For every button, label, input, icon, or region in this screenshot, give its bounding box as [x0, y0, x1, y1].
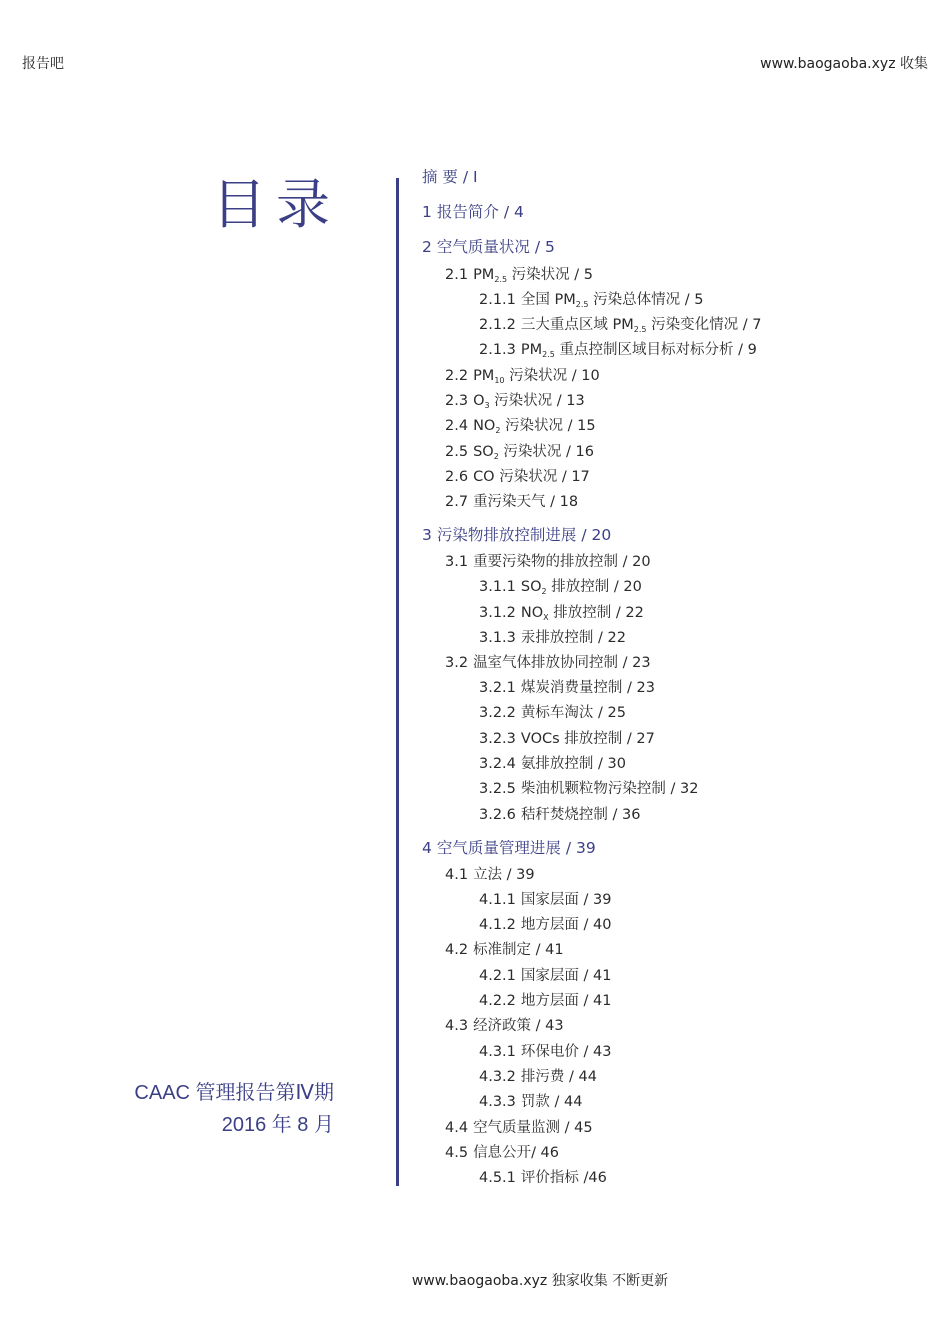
- toc-entry-subscript: 2.5: [494, 275, 508, 284]
- toc-entry-title-suffix: 污染状况: [498, 444, 562, 460]
- toc-entry-subscript: 2.5: [575, 300, 589, 309]
- toc-entry-subscript: 10: [494, 376, 505, 385]
- toc-entry-number: 2.4: [445, 418, 469, 434]
- toc-entry-subscript: 2: [493, 452, 499, 461]
- toc-entry-number: 3.2: [445, 655, 469, 671]
- toc-entry-title: 汞排放控制: [520, 630, 594, 646]
- toc-entry-title: 重污染天气: [473, 494, 546, 510]
- toc-entry-title: 信息公开: [473, 1145, 532, 1161]
- toc-entry-number: 1: [422, 203, 432, 221]
- toc-entry[interactable]: [479, 1090, 582, 1111]
- toc-entry[interactable]: [445, 414, 596, 435]
- toc-entry-page: / 5: [569, 267, 594, 283]
- toc-entry-title: 煤炭消费量控制: [520, 680, 623, 696]
- toc-entry[interactable]: [479, 727, 655, 748]
- toc-entry[interactable]: [479, 989, 611, 1010]
- toc-entry-number: 4.4: [445, 1120, 469, 1136]
- toc-entry-page: / 22: [611, 605, 644, 621]
- toc-entry-number: 2.5: [445, 444, 469, 460]
- toc-entry-subscript: 2: [495, 426, 501, 435]
- toc-entry-page: / 30: [593, 756, 626, 772]
- toc-entry-title: SO: [520, 579, 542, 595]
- toc-entry-page: / 16: [561, 444, 594, 460]
- toc-entry-number: 3.2.2: [479, 705, 516, 721]
- toc-entry-number: 3.2.5: [479, 781, 516, 797]
- toc-entry-title: 空气质量状况: [436, 238, 530, 256]
- toc-entry[interactable]: [479, 752, 626, 773]
- toc-entry-subscript: 2: [541, 587, 547, 596]
- vertical-divider: [396, 178, 399, 1186]
- toc-entry-title-suffix: 污染状况: [504, 368, 568, 384]
- toc-entry-number: 2.1.3: [479, 342, 516, 358]
- toc-entry-page: / 23: [622, 680, 655, 696]
- toc-entry-title: PM: [520, 342, 543, 358]
- toc-entry-number: 3.2.6: [479, 807, 516, 823]
- toc-entry-number: 2.3: [445, 393, 469, 409]
- toc-entry-title: 地方层面: [520, 917, 579, 933]
- toc-entry[interactable]: [445, 1141, 559, 1162]
- toc-entry[interactable]: [445, 550, 651, 571]
- toc-entry-page: / 32: [665, 781, 699, 797]
- toc-entry-title: CO 污染状况: [473, 469, 558, 485]
- toc-entry[interactable]: [422, 523, 611, 545]
- toc-entry[interactable]: [479, 575, 642, 596]
- toc-entry-title: 空气质量监测: [473, 1120, 561, 1136]
- toc-entry[interactable]: [445, 938, 564, 959]
- toc-entry[interactable]: [479, 601, 644, 622]
- toc-entry-number: 4.3.2: [479, 1069, 516, 1085]
- toc-entry-title: 柴油机颗粒物污染控制: [520, 781, 666, 797]
- footer-text: www.baogaoba.xyz 独家收集 不断更新: [411, 1273, 669, 1289]
- toc-entry-title: 评价指标: [520, 1170, 579, 1186]
- toc-entry-title: NO: [473, 418, 496, 434]
- toc-entry-page: / 44: [549, 1094, 583, 1110]
- toc-entry[interactable]: [479, 803, 640, 824]
- toc-entry-page: / 44: [564, 1069, 597, 1085]
- toc-entry-number: 2.7: [445, 494, 469, 510]
- footer: [0, 1270, 950, 1290]
- toc-entry-page: / 41: [578, 968, 612, 984]
- toc-entry-number: 2.1: [445, 267, 469, 283]
- toc-entry[interactable]: [479, 1166, 607, 1187]
- header-site-name: 报告吧: [22, 56, 64, 72]
- toc-entry[interactable]: [445, 863, 535, 884]
- toc-entry-number: 4.1: [445, 867, 469, 883]
- toc-entry[interactable]: [422, 235, 555, 257]
- toc-entry[interactable]: [445, 389, 585, 410]
- toc-entry-page: / 25: [593, 705, 626, 721]
- toc-entry-page: / 39: [578, 892, 612, 908]
- toc-entry-title-suffix: 污染状况: [489, 393, 553, 409]
- toc-entry-number: 3.2.1: [479, 680, 516, 696]
- toc-entry[interactable]: [445, 440, 594, 461]
- toc-entry[interactable]: [479, 701, 626, 722]
- toc-entry-subscript: 2.5: [542, 350, 555, 359]
- toc-entry-title: 排污费: [520, 1069, 565, 1085]
- toc-entry[interactable]: [422, 165, 478, 187]
- toc-entry-title: O: [473, 393, 485, 409]
- toc-entry-title-suffix: 污染状况: [507, 267, 570, 283]
- toc-entry-number: 4.3.3: [479, 1094, 516, 1110]
- toc-entry[interactable]: [445, 1116, 593, 1137]
- toc-entry-title: 黄标车淘汰: [520, 705, 594, 721]
- toc-entry-title-suffix: 排放控制: [548, 605, 612, 621]
- toc-entry-number: 4.1.2: [479, 917, 516, 933]
- toc-entry-title: NO: [520, 605, 544, 621]
- toc-entry-page: / 9: [733, 342, 757, 358]
- toc-entry-page: / 39: [502, 867, 535, 883]
- toc-entry-page: / 43: [531, 1018, 564, 1034]
- toc-entry[interactable]: [479, 888, 611, 909]
- toc-entry-page: / 41: [578, 993, 612, 1009]
- toc-entry-title: PM: [473, 267, 495, 283]
- report-info: [134, 1077, 334, 1141]
- toc-entry-page: / 41: [531, 942, 564, 958]
- toc-entry-title: 报告简介: [436, 203, 499, 221]
- toc-entry-title-suffix: 排放控制: [546, 579, 610, 595]
- toc-entry[interactable]: [479, 913, 611, 934]
- toc-entry-number: 2.6: [445, 469, 469, 485]
- toc-entry-number: 4.1.1: [479, 892, 516, 908]
- toc-entry[interactable]: [479, 313, 761, 334]
- toc-entry-number: 2.1.1: [479, 292, 516, 308]
- toc-entry-title: VOCs 排放控制: [520, 731, 623, 747]
- toc-entry[interactable]: [422, 200, 524, 222]
- toc-entry-title: 罚款: [520, 1094, 550, 1110]
- toc-entry-title: PM: [473, 368, 495, 384]
- page-title: 目录: [212, 173, 340, 236]
- toc-entry-subscript: 2.5: [633, 325, 647, 334]
- toc-entry-title: 环保电价: [520, 1044, 579, 1060]
- toc-entry-subscript: X: [543, 613, 549, 622]
- toc-entry-page: / 15: [563, 418, 596, 434]
- toc-entry[interactable]: [479, 964, 611, 985]
- toc-entry-title-suffix: 污染总体情况: [588, 292, 681, 308]
- toc-entry[interactable]: [479, 1040, 611, 1061]
- toc-entry[interactable]: [445, 263, 593, 284]
- toc-entry-number: 3.1.2: [479, 605, 516, 621]
- toc-entry-title-suffix: 污染状况: [500, 418, 564, 434]
- toc-entry-page: / 4: [498, 203, 524, 221]
- toc-entry[interactable]: [479, 338, 757, 359]
- toc-entry-title: 国家层面: [520, 892, 579, 908]
- toc-entry-number: 3.2.3: [479, 731, 516, 747]
- toc-entry-title: 摘 要: [422, 168, 458, 186]
- toc-entry-title: 氨排放控制: [520, 756, 594, 772]
- toc-entry-title: 立法: [473, 867, 503, 883]
- toc-entry[interactable]: [479, 1065, 597, 1086]
- toc-entry-page: / 36: [607, 807, 641, 823]
- toc-entry-title: 温室气体排放协同控制: [473, 655, 619, 671]
- toc-entry[interactable]: [445, 490, 578, 511]
- toc-entry-number: 4.3.1: [479, 1044, 516, 1060]
- toc-entry-title-suffix: 重点控制区域目标对标分析: [554, 342, 734, 358]
- toc-entry-number: 4.2.1: [479, 968, 516, 984]
- header-site-url: www.baogaoba.xyz 收集: [760, 56, 928, 72]
- toc-entry-title: 空气质量管理进展: [436, 839, 561, 857]
- toc-entry-number: 4.3: [445, 1018, 469, 1034]
- toc-entry[interactable]: [479, 626, 626, 647]
- toc-entry-page: / 23: [618, 655, 651, 671]
- toc-entry-number: 4: [422, 839, 432, 857]
- toc-entry[interactable]: [445, 1014, 564, 1035]
- toc-entry-page: / 46: [531, 1145, 560, 1161]
- toc-entry-title: 秸秆焚烧控制: [520, 807, 608, 823]
- toc-entry-number: 4.2.2: [479, 993, 516, 1009]
- toc-entry-page: / 17: [557, 469, 590, 485]
- toc-entry[interactable]: [445, 465, 590, 486]
- toc-entry-page: / 20: [618, 554, 651, 570]
- toc-entry-number: 2.1.2: [479, 317, 516, 333]
- toc-entry-number: 3.1: [445, 554, 469, 570]
- toc-entry-page: / 40: [578, 917, 612, 933]
- toc-entry-title: 国家层面: [520, 968, 579, 984]
- toc-entry-page: / 43: [578, 1044, 612, 1060]
- toc-entry[interactable]: [479, 676, 655, 697]
- toc-entry-title: 污染物排放控制进展: [436, 526, 577, 544]
- toc-entry-number: 3.1.1: [479, 579, 516, 595]
- toc-entry-page: / 45: [560, 1120, 593, 1136]
- toc-entry-page: /46: [578, 1170, 607, 1186]
- toc-entry[interactable]: [479, 288, 703, 309]
- toc-entry-page: / I: [457, 168, 478, 186]
- toc-entry[interactable]: [479, 777, 698, 798]
- toc-entry[interactable]: [445, 364, 600, 385]
- toc-entry-page: / 27: [622, 731, 655, 747]
- toc-entry-title: 三大重点区域 PM: [520, 317, 634, 333]
- toc-entry-number: 3.2.4: [479, 756, 516, 772]
- toc-entry-title-suffix: 污染变化情况: [646, 317, 739, 333]
- toc-entry-title: SO: [473, 444, 494, 460]
- toc-entry-page: / 20: [576, 526, 612, 544]
- toc-entry-number: 4.5: [445, 1145, 469, 1161]
- toc-entry-title: 全国 PM: [520, 292, 576, 308]
- toc-entry-title: 地方层面: [520, 993, 579, 1009]
- report-date: 2016 年 8 月: [221, 1114, 334, 1136]
- toc-entry-page: / 39: [560, 839, 596, 857]
- toc-entry-number: 2.2: [445, 368, 469, 384]
- toc-entry-title: 标准制定: [473, 942, 532, 958]
- toc-entry[interactable]: [422, 836, 596, 858]
- toc-entry-page: / 13: [552, 393, 585, 409]
- toc-entry-page: / 5: [529, 238, 555, 256]
- toc-entry-number: 3.1.3: [479, 630, 516, 646]
- toc-entry-number: 4.2: [445, 942, 469, 958]
- toc-entry-number: 2: [422, 238, 432, 256]
- toc-entry-subscript: 3: [484, 401, 490, 410]
- toc-entry-page: / 18: [545, 494, 579, 510]
- toc-entry-page: / 10: [567, 368, 600, 384]
- toc-entry-title: 经济政策: [473, 1018, 532, 1034]
- toc-entry-number: 3: [422, 526, 432, 544]
- toc-entry-page: / 5: [680, 292, 704, 308]
- toc-entry-number: 4.5.1: [479, 1170, 516, 1186]
- toc-entry-page: / 20: [609, 579, 642, 595]
- toc-entry-page: / 7: [738, 317, 762, 333]
- toc-entry[interactable]: [445, 651, 651, 672]
- toc-entry-page: / 22: [593, 630, 626, 646]
- toc-entry-title: 重要污染物的排放控制: [473, 554, 619, 570]
- report-issue: CAAC 管理报告第Ⅳ期: [134, 1082, 334, 1104]
